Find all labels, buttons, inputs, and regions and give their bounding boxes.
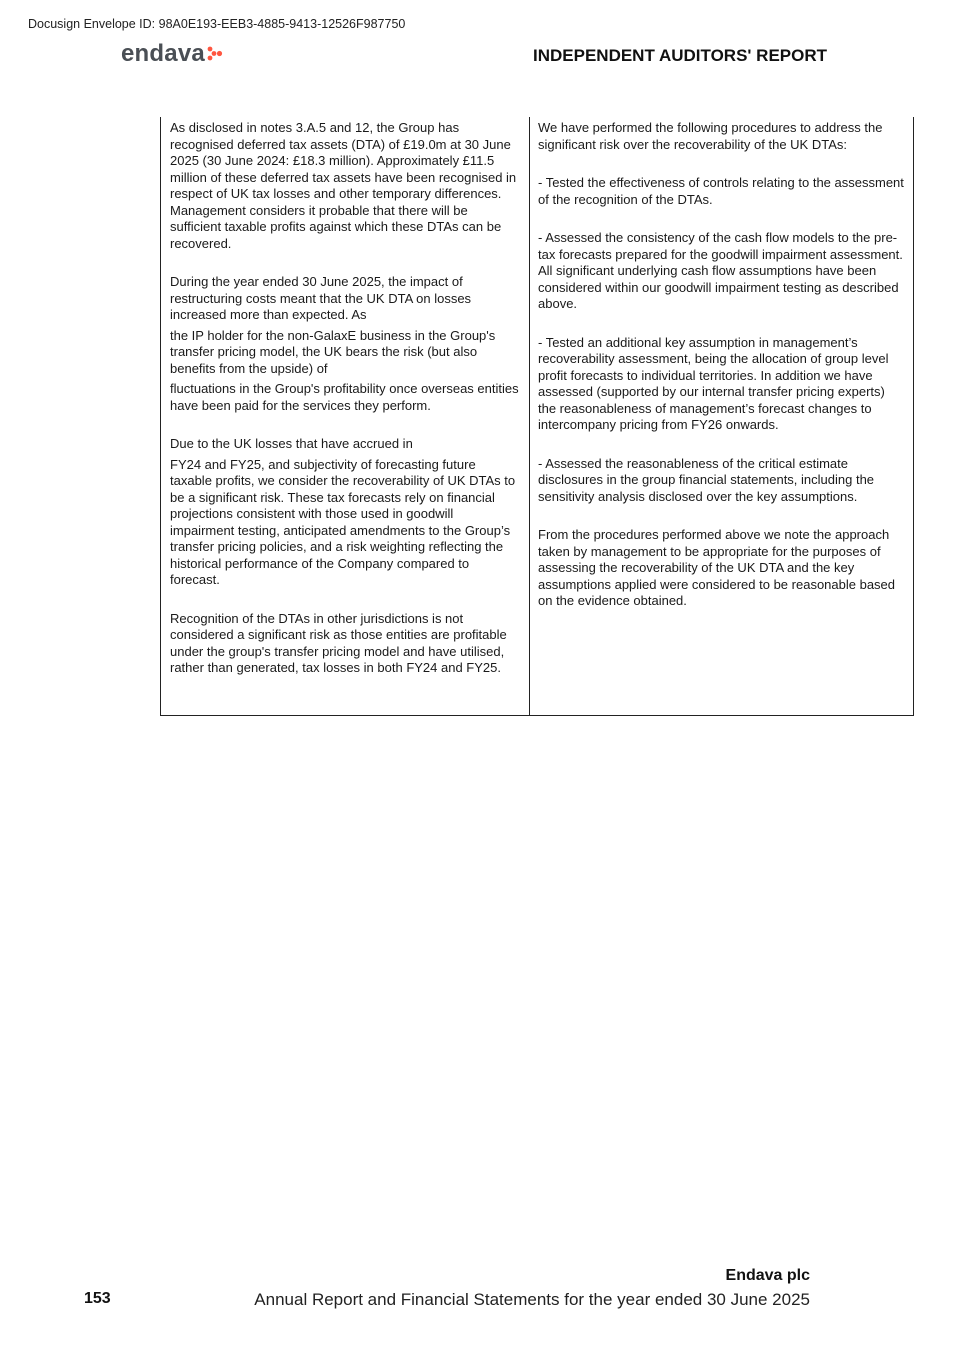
procedure-paragraph: - Tested the effectiveness of controls relating to the assessment of the recognition of the DTAs. <box>538 175 904 207</box>
endava-x-mark-icon <box>207 46 223 67</box>
endava-logo <box>121 40 223 68</box>
conclusion-paragraph: From the procedures performed above we note the approach taken by management to be appropriate for the purposes of assessing the recoverability of the UK DTA and the key assumptions applied were considered to be reasonable based on the evidence obtained. <box>538 527 896 608</box>
report-title: INDEPENDENT AUDITORS' REPORT <box>533 46 828 65</box>
description-paragraph: fluctuations in the Group's profitability once overseas entities have been paid for the services they perform. <box>170 381 519 413</box>
description-paragraph: Due to the UK losses that have accrued in <box>170 436 413 451</box>
procedure-paragraph: - Tested an additional key assumption in management’s recoverability assessment, being the allocation of group level profit forecasts to individual territories. In addition we have assessed (supported by our internal transfer pricing experts) the reasonableness of management’s forecast changes to intercompany pricing from FY26 onwards. <box>538 334 889 432</box>
description-paragraph: As disclosed in notes 3.A.5 and 12, the Group has recognised deferred tax assets (DTA) of £19.0m at 30 June 2025 (30 June 2024: £18.3 million). Approximately £11.5 million of these deferred tax assets have been recognised in respect of UK tax losses and other temporary differences. Management considers it probable that there will be sufficient taxable profits against which these DTAs can be recovered. <box>170 120 517 251</box>
description-paragraph: During the year ended 30 June 2025, the impact of restructuring costs meant that the UK DTA on losses increased more than expected. As <box>170 274 472 322</box>
logo-text: endava <box>121 40 205 67</box>
description-paragraph: Recognition of the DTAs in other jurisdictions is not considered a significant risk as those entities are profitable under the group's transfer pricing model and have utilised, rather than generated, tax losses in both FY24 and FY25. <box>170 610 507 675</box>
description-paragraph: FY24 and FY25, and subjectivity of forecasting future taxable profits, we consider the recoverability of UK DTAs to be a significant risk. These tax forecasts rely on financial projections consistent with those used in goodwill impairment testing, anticipated amendments to the Group’s transfer pricing policies, and a risk weighting reflecting the historical performance of the Company compared to forecast. <box>170 456 516 587</box>
docusign-envelope-id: Docusign Envelope ID: 98A0E193-EEB3-4885-9413-12526F987750 <box>28 17 406 31</box>
procedure-paragraph: - Assessed the consistency of the cash flow models to the pre-tax forecasts prepared for the goodwill impairment assessment. All significant underlying cash flow assumptions have been considered within our goodwill impairment testing as described above. <box>538 230 903 311</box>
description-paragraph: the IP holder for the non-GalaxE business in the Group's transfer pricing model, the UK bears the risk (but also benefits from the upside) of <box>170 327 496 376</box>
procedure-paragraph: - Assessed the reasonableness of the critical estimate disclosures in the group financial statements, including the sensitivity analysis disclosed over the key assumptions. <box>538 455 875 504</box>
key-audit-matter-description-column <box>161 117 530 715</box>
procedure-paragraph: We have performed the following procedures to address the significant risk over the recoverability of the UK DTAs: <box>538 120 883 152</box>
audit-response-column <box>530 117 913 715</box>
footer-company-name: Endava plc <box>725 1267 810 1284</box>
footer-document-title: Annual Report and Financial Statements for the year ended 30 June 2025 <box>254 1290 810 1309</box>
key-audit-matter-table <box>160 117 914 716</box>
page-number: 153 <box>84 1290 111 1307</box>
